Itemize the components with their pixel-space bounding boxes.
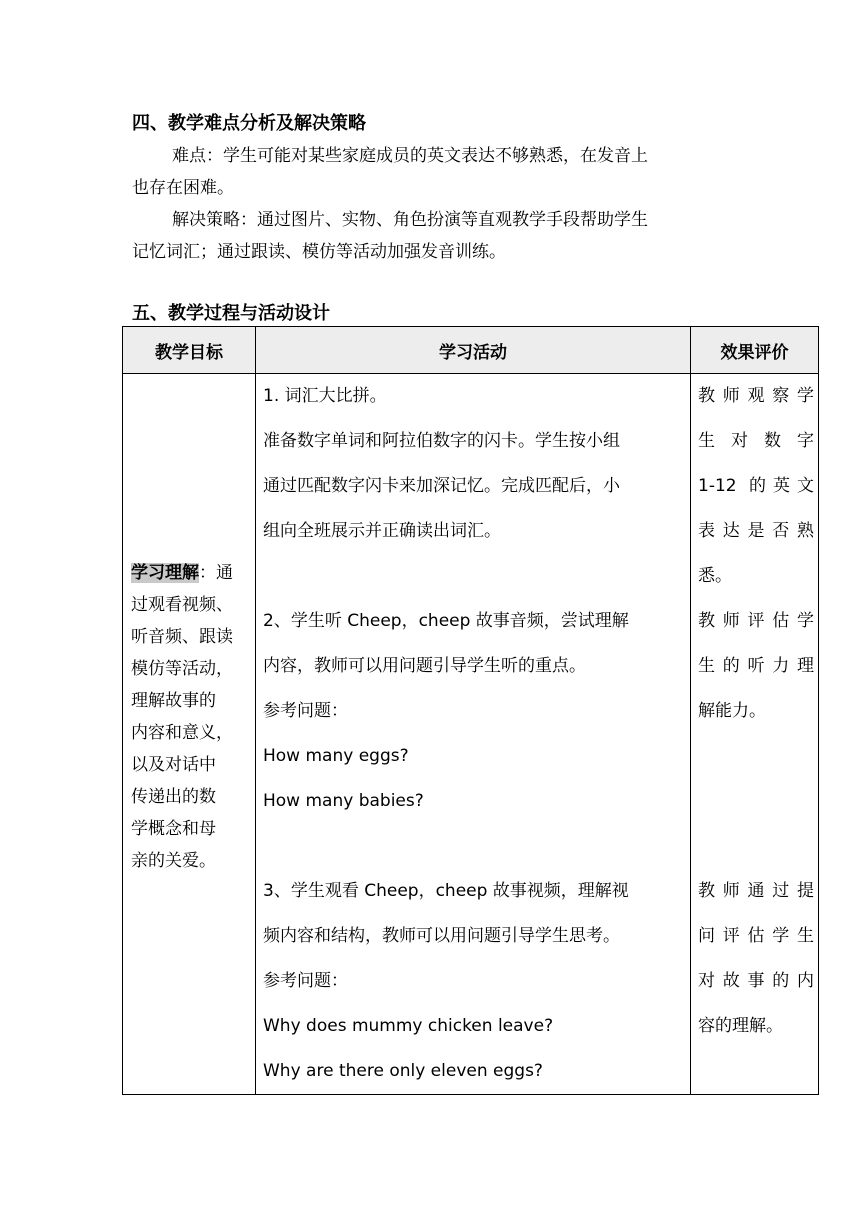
goal-line: 听音频、跟读: [131, 627, 233, 647]
difficulty-line2: 也存在困难。: [132, 178, 234, 198]
evaluation-line: 悉。: [698, 566, 732, 586]
goal-line: 亲的关爱。: [131, 851, 216, 871]
question-line: How many babies?: [263, 791, 424, 811]
activity-line: 参考问题：: [263, 701, 348, 721]
goal-highlight: 学习理解: [131, 563, 199, 583]
activity-line: 通过匹配数字闪卡来加深记忆。完成匹配后，小: [263, 476, 620, 496]
evaluation-line: 容的理解。: [698, 1016, 783, 1036]
header-evaluation: 效果评价: [691, 327, 819, 374]
difficulty-paragraph: [132, 140, 732, 204]
evaluation-line: 教师通过提: [698, 881, 814, 901]
goal-line: 理解故事的: [131, 691, 216, 711]
question-line: Why are there only eleven eggs?: [263, 1061, 543, 1081]
table-header-row: [123, 327, 819, 374]
evaluation-line: 1-12 的英文: [698, 476, 814, 496]
goal-line: 以及对话中: [131, 755, 216, 775]
activity-line: 组向全班展示并正确读出词汇。: [263, 521, 501, 541]
header-goal: 教学目标: [123, 327, 256, 374]
strategy-paragraph: [132, 204, 732, 268]
section4-heading: 四、教学难点分析及解决策略: [132, 113, 366, 134]
table-row: [123, 374, 819, 1095]
evaluation-line: 教师观察学: [698, 386, 814, 406]
strategy-line1: 解决策略：通过图片、实物、角色扮演等直观教学手段帮助学生: [172, 210, 648, 230]
evaluation-line: 生的听力理: [698, 656, 814, 676]
lesson-plan-table: [122, 326, 819, 1095]
goal-cell: [123, 374, 256, 1095]
activity-cell: [256, 374, 691, 1095]
activity-1-title: 1. 词汇大比拼。: [263, 386, 387, 406]
goal-line: 模仿等活动，: [131, 659, 233, 679]
activity-line: 参考问题：: [263, 971, 348, 991]
evaluation-line: 教师评估学: [698, 611, 814, 631]
goal-line: 传递出的数: [131, 787, 216, 807]
question-line: How many eggs?: [263, 746, 409, 766]
activity-line: 内容，教师可以用问题引导学生听的重点。: [263, 656, 586, 676]
strategy-line2: 记忆词汇；通过跟读、模仿等活动加强发音训练。: [132, 242, 506, 262]
evaluation-cell: [691, 374, 819, 1095]
section5-heading: 五、教学过程与活动设计: [132, 303, 330, 324]
goal-line: 学概念和母: [131, 819, 216, 839]
evaluation-line: 表达是否熟: [698, 521, 814, 541]
header-activity: 学习活动: [256, 327, 691, 374]
goal-line: ：通: [199, 563, 233, 583]
difficulty-line1: 难点：学生可能对某些家庭成员的英文表达不够熟悉，在发音上: [172, 146, 648, 166]
evaluation-line: 生对数字: [698, 431, 814, 451]
activity-2-title: 2、学生听 Cheep，cheep 故事音频，尝试理解: [263, 611, 629, 631]
evaluation-line: 对故事的内: [698, 971, 814, 991]
activity-3-title: 3、学生观看 Cheep，cheep 故事视频，理解视: [263, 881, 629, 901]
goal-line: 内容和意义，: [131, 723, 233, 743]
question-line: Why does mummy chicken leave?: [263, 1016, 554, 1036]
goal-line: 过观看视频、: [131, 595, 233, 615]
activity-line: 准备数字单词和阿拉伯数字的闪卡。学生按小组: [263, 431, 620, 451]
activity-line: 频内容和结构，教师可以用问题引导学生思考。: [263, 926, 620, 946]
evaluation-line: 问评估学生: [698, 926, 814, 946]
goal-text: [131, 557, 253, 877]
evaluation-line: 解能力。: [698, 701, 766, 721]
